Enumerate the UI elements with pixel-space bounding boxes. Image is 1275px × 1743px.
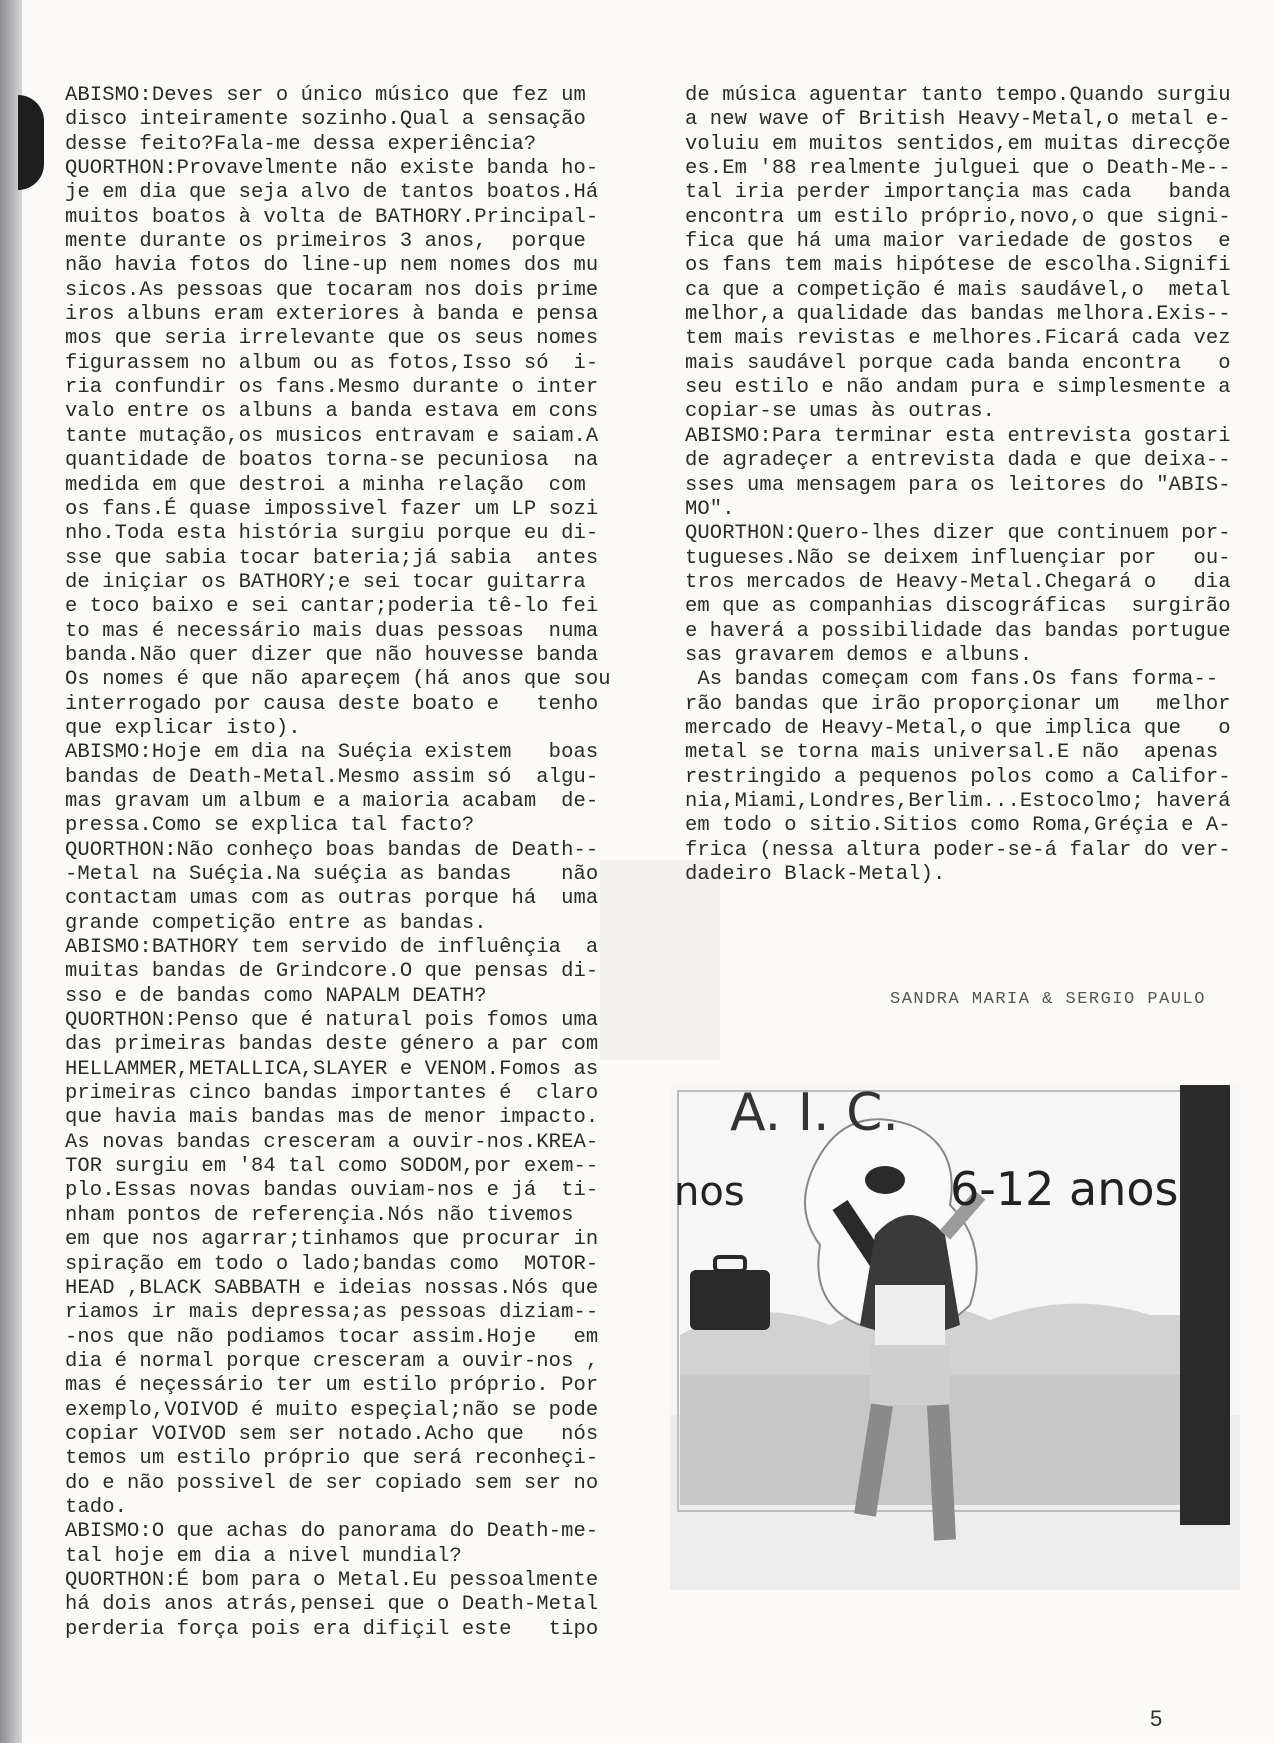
text-line: os fans.É quase impossivel fazer um LP sozi [65, 497, 599, 521]
text-line: riamos ir mais depressa;as pessoas diziam-- [65, 1301, 599, 1325]
page-spine [0, 0, 22, 1743]
text-line: sso e de bandas como NAPALM DEATH? [65, 984, 487, 1008]
text-line: dia é normal porque cresceram a ouvir-nos , [65, 1349, 599, 1373]
text-line: nia,Miami,Londres,Berlim...Estocolmo; haverá [685, 789, 1231, 813]
text-line: QUORTHON:É bom para o Metal.Eu pessoalmente [65, 1568, 599, 1592]
text-line: rão bandas que irão proporçionar um melhor [685, 692, 1231, 716]
text-line: ca que a competição é mais saudável,o metal [685, 278, 1231, 302]
interview-left-column [65, 84, 630, 1642]
text-line: Os nomes é que não apareçem (há anos que sou [65, 668, 611, 692]
text-line: nham pontos de referençia.Nós não tivemos [65, 1203, 574, 1227]
text-line: ABISMO:Hoje em dia na Suéçia existem boas [65, 741, 599, 765]
text-line: melhor,a qualidade das bandas melhora.Exis-- [685, 303, 1231, 327]
text-line: mais saudável porque cada banda encontra o [685, 351, 1231, 375]
text-line: das primeiras bandas deste género a par com [65, 1033, 599, 1057]
text-line: sses uma mensagem para os leitores do "ABIS- [685, 473, 1231, 497]
text-line: quantidade de boatos torna-se pecuniosa na [65, 449, 599, 473]
text-line: tem mais revistas e melhores.Ficará cada vez [685, 327, 1231, 351]
text-line: sas gravarem demos e albuns. [685, 643, 1033, 667]
text-line: plo.Essas novas bandas ouviam-nos e já ti- [65, 1179, 599, 1203]
text-line: ABISMO:BATHORY tem servido de influênçia a [65, 936, 599, 960]
photo-top-letters: A. I. C. [730, 1085, 899, 1143]
text-line: seu estilo e não andam pura e simplesmente a [685, 376, 1231, 400]
text-line: tante mutação,os musicos entravam e saiam.A [65, 424, 599, 448]
text-line: mas gravam um album e a maioria acabam de- [65, 789, 599, 813]
text-line: que havia mais bandas mas de menor impacto. [65, 1106, 599, 1130]
text-line: tado. [65, 1495, 128, 1519]
text-line: em todo o sitio.Sitios como Roma,Gréçia e A- [685, 814, 1231, 838]
text-line: temos um estilo próprio que será reconheçi- [65, 1447, 599, 1471]
text-line: ABISMO:Para terminar esta entrevista gostari [685, 424, 1231, 448]
text-line: As novas bandas cresceram a ouvir-nos.KREA- [65, 1130, 599, 1154]
text-line: je em dia que seja alvo de tantos boatos.Há [65, 181, 599, 205]
text-line: QUORTHON:Quero-lhes dizer que continuem por- [685, 522, 1231, 546]
text-line: nho.Toda esta história surgiu porque eu di- [65, 522, 599, 546]
text-line: desse feito?Fala-me dessa experiência? [65, 132, 537, 156]
interview-right-column [685, 84, 1250, 887]
text-line: tal hoje em dia a nivel mundial? [65, 1544, 462, 1568]
text-line: pressa.Como se explica tal facto? [65, 814, 475, 838]
text-line: em que as companhias discográficas surgirão [685, 595, 1231, 619]
text-line: os fans tem mais hipótese de escolha.Signifi [685, 254, 1231, 278]
text-line: mos que seria irrelevante que os seus nomes [65, 327, 599, 351]
text-line: sicos.As pessoas que tocaram nos dois prime [65, 278, 599, 302]
text-line: muitos boatos à volta de BATHORY.Principal- [65, 205, 599, 229]
photo-caption-left: nos [674, 1169, 745, 1215]
text-line: mas é neçessário ter um estilo próprio. Por [65, 1374, 599, 1398]
page-number: 5 [1150, 1706, 1163, 1731]
text-line: muitas bandas de Grindcore.O que pensas di- [65, 960, 599, 984]
text-line: sse que sabia tocar bateria;já sabia antes [65, 546, 599, 570]
text-line: -Metal na Suéçia.Na suéçia as bandas não [65, 863, 599, 886]
text-line: TOR surgiu em '84 tal como SODOM,por exem-- [65, 1155, 599, 1179]
text-line: perderia força pois era difiçil este tipo [65, 1617, 599, 1641]
photo-caption-right: 6-12 anos [950, 1162, 1179, 1216]
text-line: QUORTHON:Penso que é natural pois fomos uma [65, 1009, 599, 1033]
photo-musician [670, 1085, 1240, 1590]
text-line: medida em que destroi a minha relação com [65, 473, 586, 497]
text-line: banda.Não quer dizer que não houvesse banda [65, 643, 599, 667]
text-line: há dois anos atrás,pensei que o Death-Metal [65, 1593, 599, 1617]
author-signature: SANDRA MARIA & SERGIO PAULO [890, 990, 1206, 1009]
text-line: restringido a pequenos polos como a Califor- [685, 765, 1231, 789]
text-line: grande competição entre as bandas. [65, 911, 487, 935]
text-line: metal se torna mais universal.E não apenas [685, 741, 1219, 765]
text-line: frica (nessa altura poder-se-á falar do ver- [685, 838, 1231, 862]
text-line: de música aguentar tanto tempo.Quando surgiu [685, 84, 1231, 107]
text-line: -nos que não podiamos tocar assim.Hoje em [65, 1325, 599, 1349]
text-line: tal iria perder importançia mas cada banda [685, 181, 1231, 205]
text-line: a new wave of British Heavy-Metal,o metal e- [685, 108, 1231, 132]
text-line: encontra um estilo próprio,novo,o que signi- [685, 205, 1231, 229]
text-line: de agradeçer a entrevista dada e que deixa-- [685, 449, 1231, 473]
text-line: ria confundir os fans.Mesmo durante o inter [65, 376, 599, 400]
text-line: HEAD ,BLACK SABBATH e ideias nossas.Nós que [65, 1276, 599, 1300]
text-line: QUORTHON:Provavelmente não existe banda ho- [65, 157, 599, 181]
text-line: do e não possivel de ser copiado sem ser no [65, 1471, 599, 1495]
text-line: mercado de Heavy-Metal,o que implica que o [685, 716, 1231, 740]
text-line: não havia fotos do line-up nem nomes dos mu [65, 254, 599, 278]
text-line: copiar-se umas às outras. [685, 400, 996, 424]
text-line: de iniçiar os BATHORY;e sei tocar guitarra [65, 570, 586, 594]
text-line: que explicar isto). [65, 716, 301, 740]
text-line: interrogado por causa deste boato e tenho [65, 692, 599, 716]
text-line: copiar VOIVOD sem ser notado.Acho que nós [65, 1422, 599, 1446]
text-line: QUORTHON:Não conheço boas bandas de Death-- [65, 838, 599, 862]
text-line: ABISMO:Deves ser o único músico que fez um [65, 84, 586, 107]
text-line: fica que há uma maior variedade de gostos e [685, 230, 1231, 254]
text-line: e haverá a possibilidade das bandas portugue [685, 619, 1231, 643]
text-line: MO". [685, 497, 735, 521]
text-line: dadeiro Black-Metal). [685, 863, 946, 886]
text-line: As bandas começam com fans.Os fans forma-- [685, 668, 1219, 692]
text-line: bandas de Death-Metal.Mesmo assim só algu- [65, 765, 599, 789]
text-line: valo entre os albuns a banda estava em cons [65, 400, 599, 424]
text-line: figurassem no album ou as fotos,Isso só i- [65, 351, 599, 375]
text-line: e toco baixo e sei cantar;poderia tê-lo fei [65, 595, 599, 619]
text-line: mente durante os primeiros 3 anos, porque [65, 230, 586, 254]
text-line: exemplo,VOIVOD é muito espeçial;não se pode [65, 1398, 599, 1422]
text-line: spiração em todo o lado;bandas como MOTOR- [65, 1252, 599, 1276]
text-line: HELLAMMER,METALLICA,SLAYER e VENOM.Fomos as [65, 1057, 599, 1081]
text-line: to mas é necessário mais duas pessoas numa [65, 619, 599, 643]
text-line: disco inteiramente sozinho.Qual a sensação [65, 108, 586, 132]
text-line: tros mercados de Heavy-Metal.Chegará o dia [685, 570, 1231, 594]
text-line: voluiu em muitos sentidos,em muitas direcçõe [685, 132, 1231, 156]
text-line: tugueses.Não se deixem influençiar por ou- [685, 546, 1231, 570]
text-line: em que nos agarrar;tinhamos que procurar in [65, 1228, 599, 1252]
text-line: es.Em '88 realmente julguei que o Death-Me-- [685, 157, 1231, 181]
text-line: contactam umas com as outras porque há uma [65, 887, 599, 911]
text-line: primeiras cinco bandas importantes é claro [65, 1082, 599, 1106]
text-line: ABISMO:O que achas do panorama do Death-me- [65, 1520, 599, 1544]
binder-hole [18, 95, 44, 190]
text-line: iros albuns eram exteriores à banda e pensa [65, 303, 599, 327]
